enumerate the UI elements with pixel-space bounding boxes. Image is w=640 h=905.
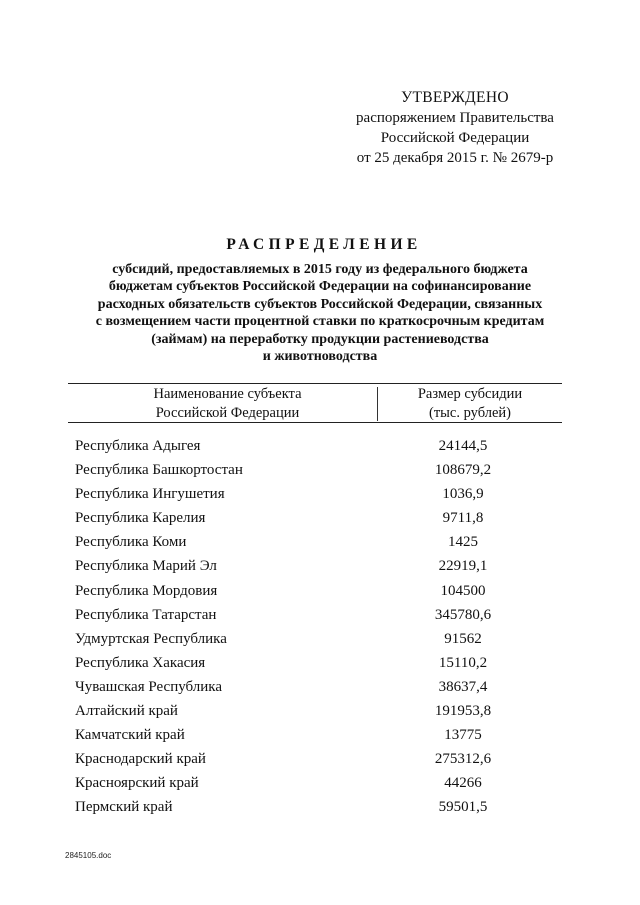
table-row	[0, 675, 640, 699]
column-header-amount	[395, 385, 545, 422]
file-reference: 2845105.doc	[65, 851, 112, 860]
subsidy-amount: 108679,2	[434, 462, 492, 479]
subsidy-amount: 38637,4	[438, 678, 488, 695]
subtitle-line: с возмещением части процентной ставки по краткосрочным кредитам	[95, 314, 545, 330]
table-row	[0, 723, 640, 747]
document-subtitle	[60, 261, 580, 365]
region-name: Республика Ингушетия	[75, 486, 225, 503]
approval-line-2: Российской Федерации	[380, 130, 530, 146]
subtitle-line: бюджетам субъектов Российской Федерации на софинансирование	[108, 279, 532, 295]
table-row	[0, 771, 640, 795]
table-row	[0, 506, 640, 530]
table-top-border	[68, 383, 562, 384]
subsidy-amount: 91562	[444, 630, 482, 647]
table-row	[0, 579, 640, 603]
region-name: Алтайский край	[75, 703, 178, 720]
region-name: Республика Карелия	[75, 510, 206, 527]
table-row	[0, 458, 640, 482]
approval-line-1: распоряжением Правительства	[356, 110, 554, 126]
subsidy-amount: 44266	[444, 775, 482, 792]
region-name: Камчатский край	[75, 727, 185, 744]
subsidy-amount: 9711,8	[442, 510, 484, 527]
table-row	[0, 651, 640, 675]
subsidy-amount: 59501,5	[438, 799, 488, 816]
column-header-amount-line-2: (тыс. рублей)	[429, 404, 511, 421]
approval-heading: УТВЕРЖДЕНО	[401, 89, 509, 106]
table-row	[0, 627, 640, 651]
approval-line-3: от 25 декабря 2015 г. № 2679-р	[356, 150, 554, 166]
table-row	[0, 530, 640, 554]
region-name: Республика Башкортостан	[75, 462, 243, 479]
approval-block	[330, 88, 580, 168]
subsidy-amount: 1036,9	[442, 486, 484, 503]
subsidy-amount: 104500	[440, 582, 486, 599]
table-row	[0, 795, 640, 819]
table-row	[0, 603, 640, 627]
region-name: Республика Мордовия	[75, 582, 218, 599]
subsidy-amount: 24144,5	[438, 438, 488, 454]
region-name: Республика Адыгея	[75, 438, 201, 454]
subsidy-amount: 15110,2	[438, 654, 488, 671]
subtitle-line: субсидий, предоставляемых в 2015 году из федерального бюджета	[112, 262, 528, 277]
column-header-region-line-1: Наименование субъекта	[153, 386, 302, 402]
column-separator	[377, 387, 378, 421]
subsidy-amount: 13775	[444, 727, 482, 744]
subsidy-table-body	[0, 434, 640, 820]
column-header-region-line-2: Российской Федерации	[155, 404, 300, 421]
subtitle-line: и животноводства	[262, 349, 378, 365]
table-row	[0, 434, 640, 458]
subsidy-amount: 1425	[448, 534, 478, 551]
subsidy-amount: 275312,6	[434, 751, 492, 768]
region-name: Республика Хакасия	[75, 654, 206, 671]
region-name: Республика Татарстан	[75, 606, 217, 623]
document-title: РАСПРЕДЕЛЕНИЕ	[226, 236, 422, 253]
region-name: Пермский край	[75, 799, 173, 816]
subtitle-line: расходных обязательств субъектов Российской Федерации, связанных	[97, 296, 543, 312]
region-name: Краснодарский край	[75, 751, 206, 768]
region-name: Удмуртская Республика	[75, 630, 227, 647]
region-name: Республика Марий Эл	[75, 558, 217, 575]
table-row	[0, 554, 640, 578]
table-row	[0, 482, 640, 506]
table-row	[0, 747, 640, 771]
subsidy-amount: 345780,6	[434, 606, 492, 623]
subsidy-amount: 191953,8	[434, 703, 492, 720]
column-header-amount-line-1: Размер субсидии	[417, 386, 523, 402]
subtitle-line: (займам) на переработку продукции растениеводства	[151, 331, 489, 347]
subsidy-amount: 22919,1	[438, 558, 488, 575]
table-row	[0, 699, 640, 723]
region-name: Чувашская Республика	[75, 678, 223, 695]
region-name: Республика Коми	[75, 534, 187, 551]
region-name: Красноярский край	[75, 775, 199, 792]
column-header-region	[120, 385, 335, 422]
table-header-border	[68, 422, 562, 423]
